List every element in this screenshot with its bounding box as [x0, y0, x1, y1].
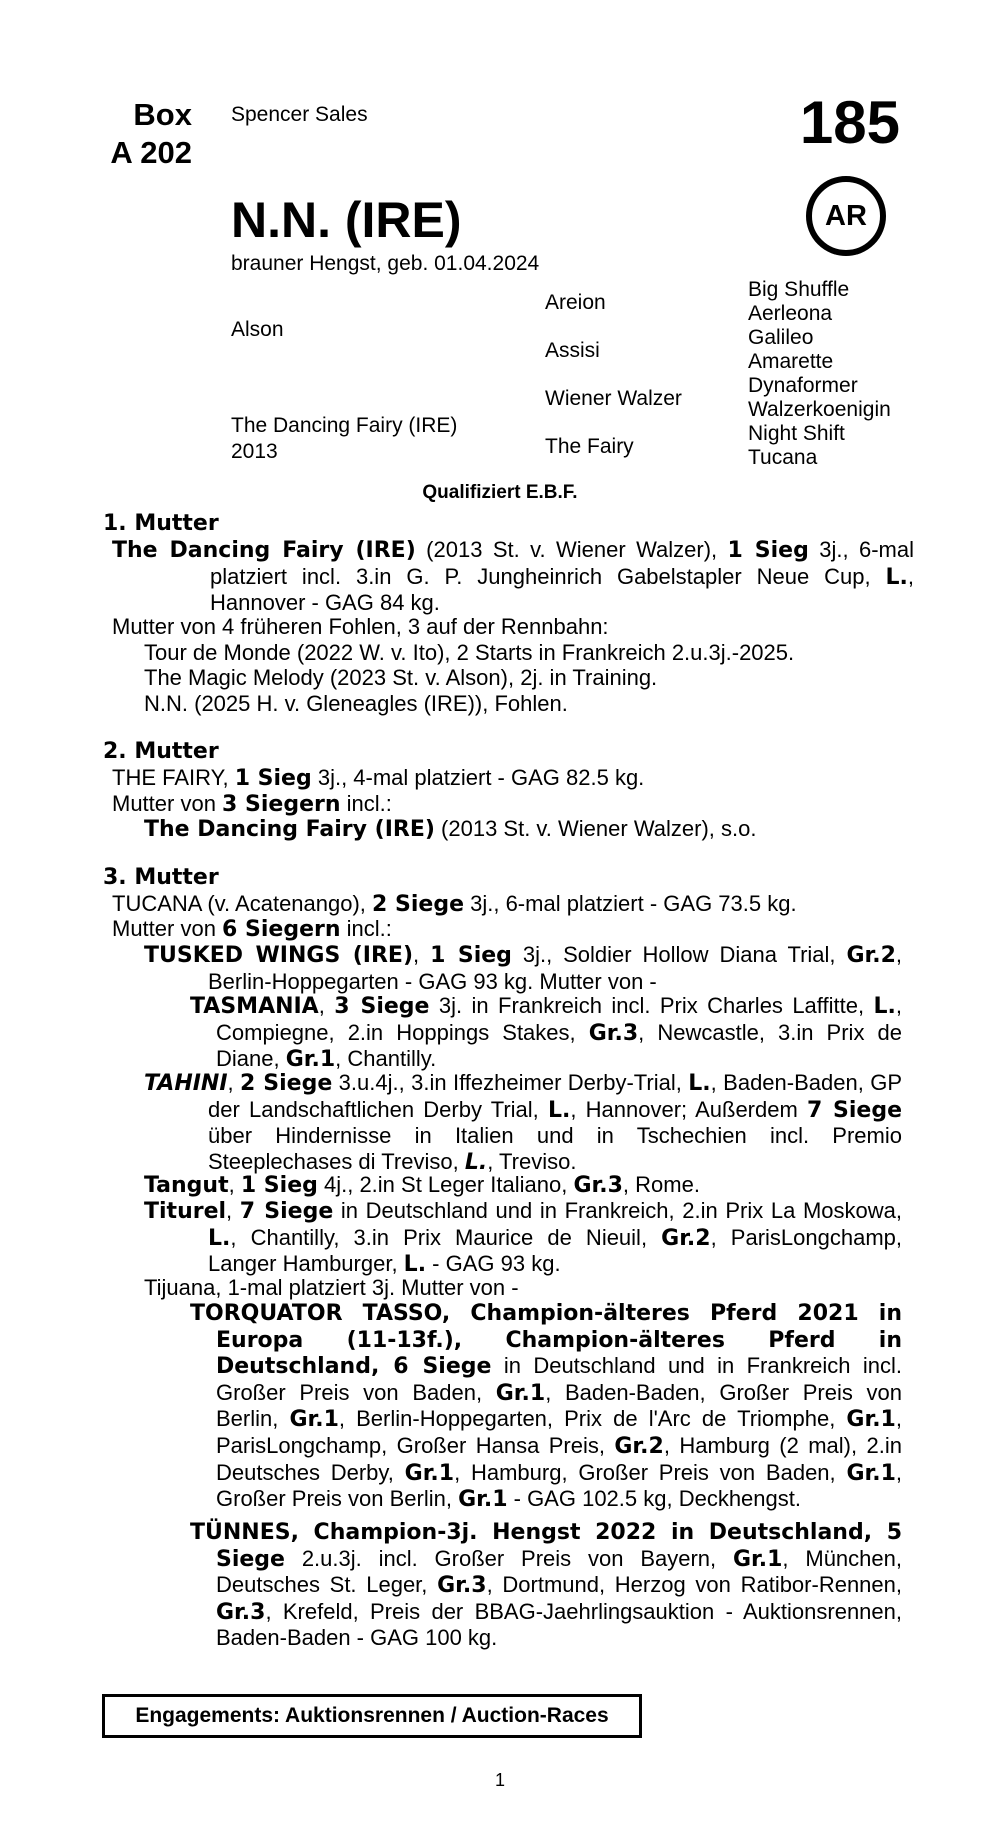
pedigree-gen3-item: Amarette [748, 350, 834, 373]
offspring-name: TÜNNES [190, 1520, 291, 1545]
text: , Baden-Baden, GP der Landschaftlichen Derby Trial, [208, 1070, 903, 1122]
win-count: 7 Siege [806, 1097, 902, 1123]
group-mark: Gr.1 [458, 1487, 508, 1513]
text: 3j., 4-mal platziert - GAG 82.5 kg. [311, 765, 645, 790]
text: Mutter von [112, 791, 223, 816]
mutter2-heading: 2. Mutter [103, 739, 219, 764]
text: , [318, 993, 335, 1018]
pedigree-gen2-item: Areion [545, 291, 606, 314]
box-label [100, 96, 192, 172]
group-mark: Gr.1 [285, 1047, 336, 1073]
group-mark: Gr.3 [573, 1173, 623, 1198]
pedigree-dam: The Dancing Fairy (IRE) [231, 414, 458, 437]
win-count: 3 Siege [334, 994, 430, 1019]
text: 3j., 6-mal platziert - GAG 73.5 kg. [464, 891, 797, 916]
offspring-name: TORQUATOR TASSO [190, 1301, 442, 1326]
group-mark: Gr.1 [846, 1407, 896, 1433]
text: , Hamburg (2 mal), 2.in Deutsches Derby, [216, 1432, 902, 1485]
mutter1-offspring-intro: Mutter von 4 früheren Fohlen, 3 auf der Rennbahn: [112, 614, 609, 639]
winner-count: 3 Siegern [222, 792, 341, 817]
group-mark: Gr.1 [495, 1380, 546, 1406]
page-number: 1 [494, 1770, 505, 1790]
text: 3.u.4j., 3.in Iffezheimer Derby-Trial, [332, 1070, 689, 1095]
group-mark: Gr.1 [404, 1460, 455, 1486]
mutter2-entry [112, 765, 644, 792]
pedigree-gen3-item: Walzerkoenigin [748, 398, 891, 421]
offspring-item: N.N. (2025 H. v. Gleneagles (IRE)), Fohlen. [144, 691, 568, 716]
text: in Deutschland und in Frankreich, 2.in Prix La Moskowa, [333, 1198, 902, 1223]
horse-description: brauner Hengst, geb. 01.04.2024 [231, 252, 540, 275]
lot-number: 185 [799, 89, 900, 156]
listed-mark: L. [464, 1149, 488, 1175]
text: TUCANA (v. Acatenango), [112, 891, 373, 916]
group-mark: Gr.1 [289, 1407, 339, 1433]
text: , Newcastle, 3.in Prix de Diane, [216, 1019, 902, 1072]
text: , [226, 1198, 240, 1223]
text: , Chantilly, 3.in Prix Maurice de Nieuil, [230, 1224, 662, 1250]
pedigree-gen3-item: Big Shuffle [748, 278, 850, 301]
text: , Berlin-Hoppegarten, Prix de l'Arc de Triomphe, [338, 1406, 847, 1432]
offspring-item: Tour de Monde (2022 W. v. Ito), 2 Starts in Frankreich 2.u.3j.-2025. [144, 640, 795, 665]
text: , [413, 942, 431, 967]
text: 4j., 2.in St Leger Italiano, [317, 1172, 574, 1197]
text: 3j., Soldier Hollow Diana Trial, [511, 942, 847, 967]
pedigree-sire: Alson [231, 318, 284, 341]
seller-name: Spencer Sales [231, 103, 368, 126]
mutter2-child [144, 816, 756, 843]
pedigree-gen3-item: Galileo [748, 326, 814, 349]
pedigree-gen2-item: The Fairy [545, 435, 634, 458]
text: incl.: [340, 916, 392, 941]
text: , Rome. [622, 1172, 700, 1197]
mutter3-offspring-intro [112, 916, 392, 943]
pedigree-dam-year: 2013 [231, 440, 278, 463]
group-mark: Gr.3 [216, 1599, 266, 1625]
group-mark: Gr.3 [437, 1573, 487, 1599]
offspring-name: Titurel [144, 1199, 227, 1224]
pedigree-gen3-item: Aerleona [748, 302, 833, 325]
text: , München, Deutsches St. Leger, [216, 1545, 902, 1598]
ar-badge [806, 176, 886, 256]
listed-mark: L. [873, 994, 896, 1019]
mutter1-entry [112, 537, 914, 616]
winner-count: 6 Siegern [222, 917, 341, 942]
text: , ParisLongchamp, Großer Hansa Preis, [216, 1406, 902, 1458]
text: - GAG 93 kg. [426, 1251, 561, 1277]
pedigree-gen3-item: Night Shift [748, 422, 845, 445]
offspring-tahini [144, 1070, 902, 1175]
ar-badge-text: AR [825, 199, 867, 232]
win-count: 1 Sieg [234, 766, 312, 791]
text: , Chantilly. [335, 1046, 437, 1072]
listed-mark: L. [547, 1097, 571, 1123]
text: , Krefeld, Preis der BBAG-Jaehrlingsauktion - Auktionsrennen, Baden-Baden - GAG 100 kg. [216, 1598, 902, 1651]
text: in Deutschland und in Frankreich incl. Großer Preis von Baden, [216, 1353, 903, 1405]
text: 3j., 6-mal platziert incl. 3.in G. P. Jungheinrich Gabelstapler Neue Cup, [210, 537, 914, 589]
mutter1-name: The Dancing Fairy (IRE) [112, 538, 416, 563]
win-count: 7 Siege [239, 1199, 334, 1224]
offspring-tijuana: Tijuana, 1-mal platziert 3j. Mutter von - [144, 1275, 519, 1300]
group-mark: Gr.1 [846, 1460, 896, 1486]
text: , Treviso. [487, 1148, 577, 1174]
text: , Berlin-Hoppegarten - GAG 93 kg. Mutter von - [208, 942, 903, 994]
listed-mark: L. [208, 1225, 231, 1251]
text: , Hannover - GAG 84 kg. [210, 563, 914, 616]
text: (2013 St. v. Wiener Walzer), [415, 537, 728, 562]
offspring-name: TUSKED WINGS (IRE) [144, 943, 414, 968]
mutter1-heading: 1. Mutter [103, 511, 219, 536]
text: , Hannover; Außerdem [570, 1096, 807, 1122]
text: 3j. in Frankreich incl. Prix Charles Laffitte, [429, 993, 874, 1018]
win-count: 1 Sieg [727, 538, 809, 563]
text: , ParisLongchamp, Langer Hamburger, [208, 1224, 902, 1277]
text: , Baden-Baden, Großer Preis von Berlin, [216, 1379, 902, 1432]
offspring-torquator-tasso [190, 1300, 902, 1513]
text: (2013 St. v. Wiener Walzer), s.o. [434, 816, 757, 841]
child-name: The Dancing Fairy (IRE) [144, 817, 435, 842]
box-line-2: A 202 [110, 135, 192, 170]
text: Mutter von [112, 916, 223, 941]
group-mark: Gr.2 [846, 943, 896, 968]
win-count: 1 Sieg [240, 1173, 318, 1198]
box-line-1: Box [133, 97, 192, 132]
champion-title: , Champion-3j. Hengst 2022 in Deutschland, 5 Siege [216, 1520, 902, 1572]
text: , Großer Preis von Berlin, [216, 1459, 902, 1512]
text: , Compiegne, 2.in Hoppings Stakes, [216, 993, 902, 1045]
pedigree-gen3-item: Dynaformer [748, 374, 858, 397]
text: , Hamburg, Großer Preis von Baden, [454, 1459, 847, 1485]
qualification: Qualifiziert E.B.F. [422, 482, 578, 503]
text: , [228, 1172, 241, 1197]
group-mark: Gr.1 [732, 1546, 783, 1572]
group-mark: Gr.2 [661, 1225, 711, 1251]
offspring-name: Tangut [144, 1173, 229, 1198]
offspring-titurel [144, 1198, 902, 1278]
champion-title: , Champion-älteres Pferd 2021 in Europa (11-13f.), Champion-älteres Pferd in Deutschland, 6 Siege [216, 1301, 902, 1380]
offspring-name: TASMANIA [190, 994, 319, 1019]
pedigree-gen2-item: Assisi [545, 339, 600, 362]
win-count: 2 Siege [240, 1071, 333, 1096]
text: , Dortmund, Herzog von Ratibor-Rennen, [486, 1572, 903, 1598]
offspring-tuennes [190, 1519, 902, 1651]
listed-mark: L. [403, 1252, 427, 1278]
pedigree-gen2-item: Wiener Walzer [545, 387, 682, 410]
win-count: 2 Siege [372, 892, 464, 917]
text: 2.u.3j. incl. Großer Preis von Bayern, [284, 1545, 733, 1571]
listed-mark: L. [885, 564, 908, 590]
mutter2-offspring-intro [112, 791, 392, 818]
win-count: 1 Sieg [430, 943, 512, 968]
text: über Hindernisse in Italien und in Tschechien incl. Premio Steeplechases di Treviso, [208, 1123, 902, 1174]
horse-name: N.N. (IRE) [231, 192, 462, 248]
group-mark: Gr.3 [588, 1020, 639, 1046]
engagements-box [102, 1694, 642, 1738]
text: - GAG 102.5 kg, Deckhengst. [507, 1486, 801, 1512]
offspring-tasmania [190, 993, 902, 1073]
pedigree-gen3-item: Tucana [748, 446, 818, 469]
engagements-text: Engagements: Auktionsrennen / Auction-Races [135, 1704, 609, 1727]
offspring-name: TAHINI [144, 1071, 228, 1096]
text: THE FAIRY, [112, 765, 235, 790]
text: incl.: [340, 791, 392, 816]
mutter3-entry [112, 891, 797, 918]
group-mark: Gr.2 [614, 1433, 664, 1459]
text: , [227, 1070, 241, 1095]
mutter3-heading: 3. Mutter [103, 865, 219, 890]
listed-mark: L. [688, 1071, 711, 1096]
offspring-tusked-wings [144, 942, 902, 994]
offspring-tangut [144, 1172, 700, 1199]
offspring-item: The Magic Melody (2023 St. v. Alson), 2j. in Training. [144, 665, 658, 690]
